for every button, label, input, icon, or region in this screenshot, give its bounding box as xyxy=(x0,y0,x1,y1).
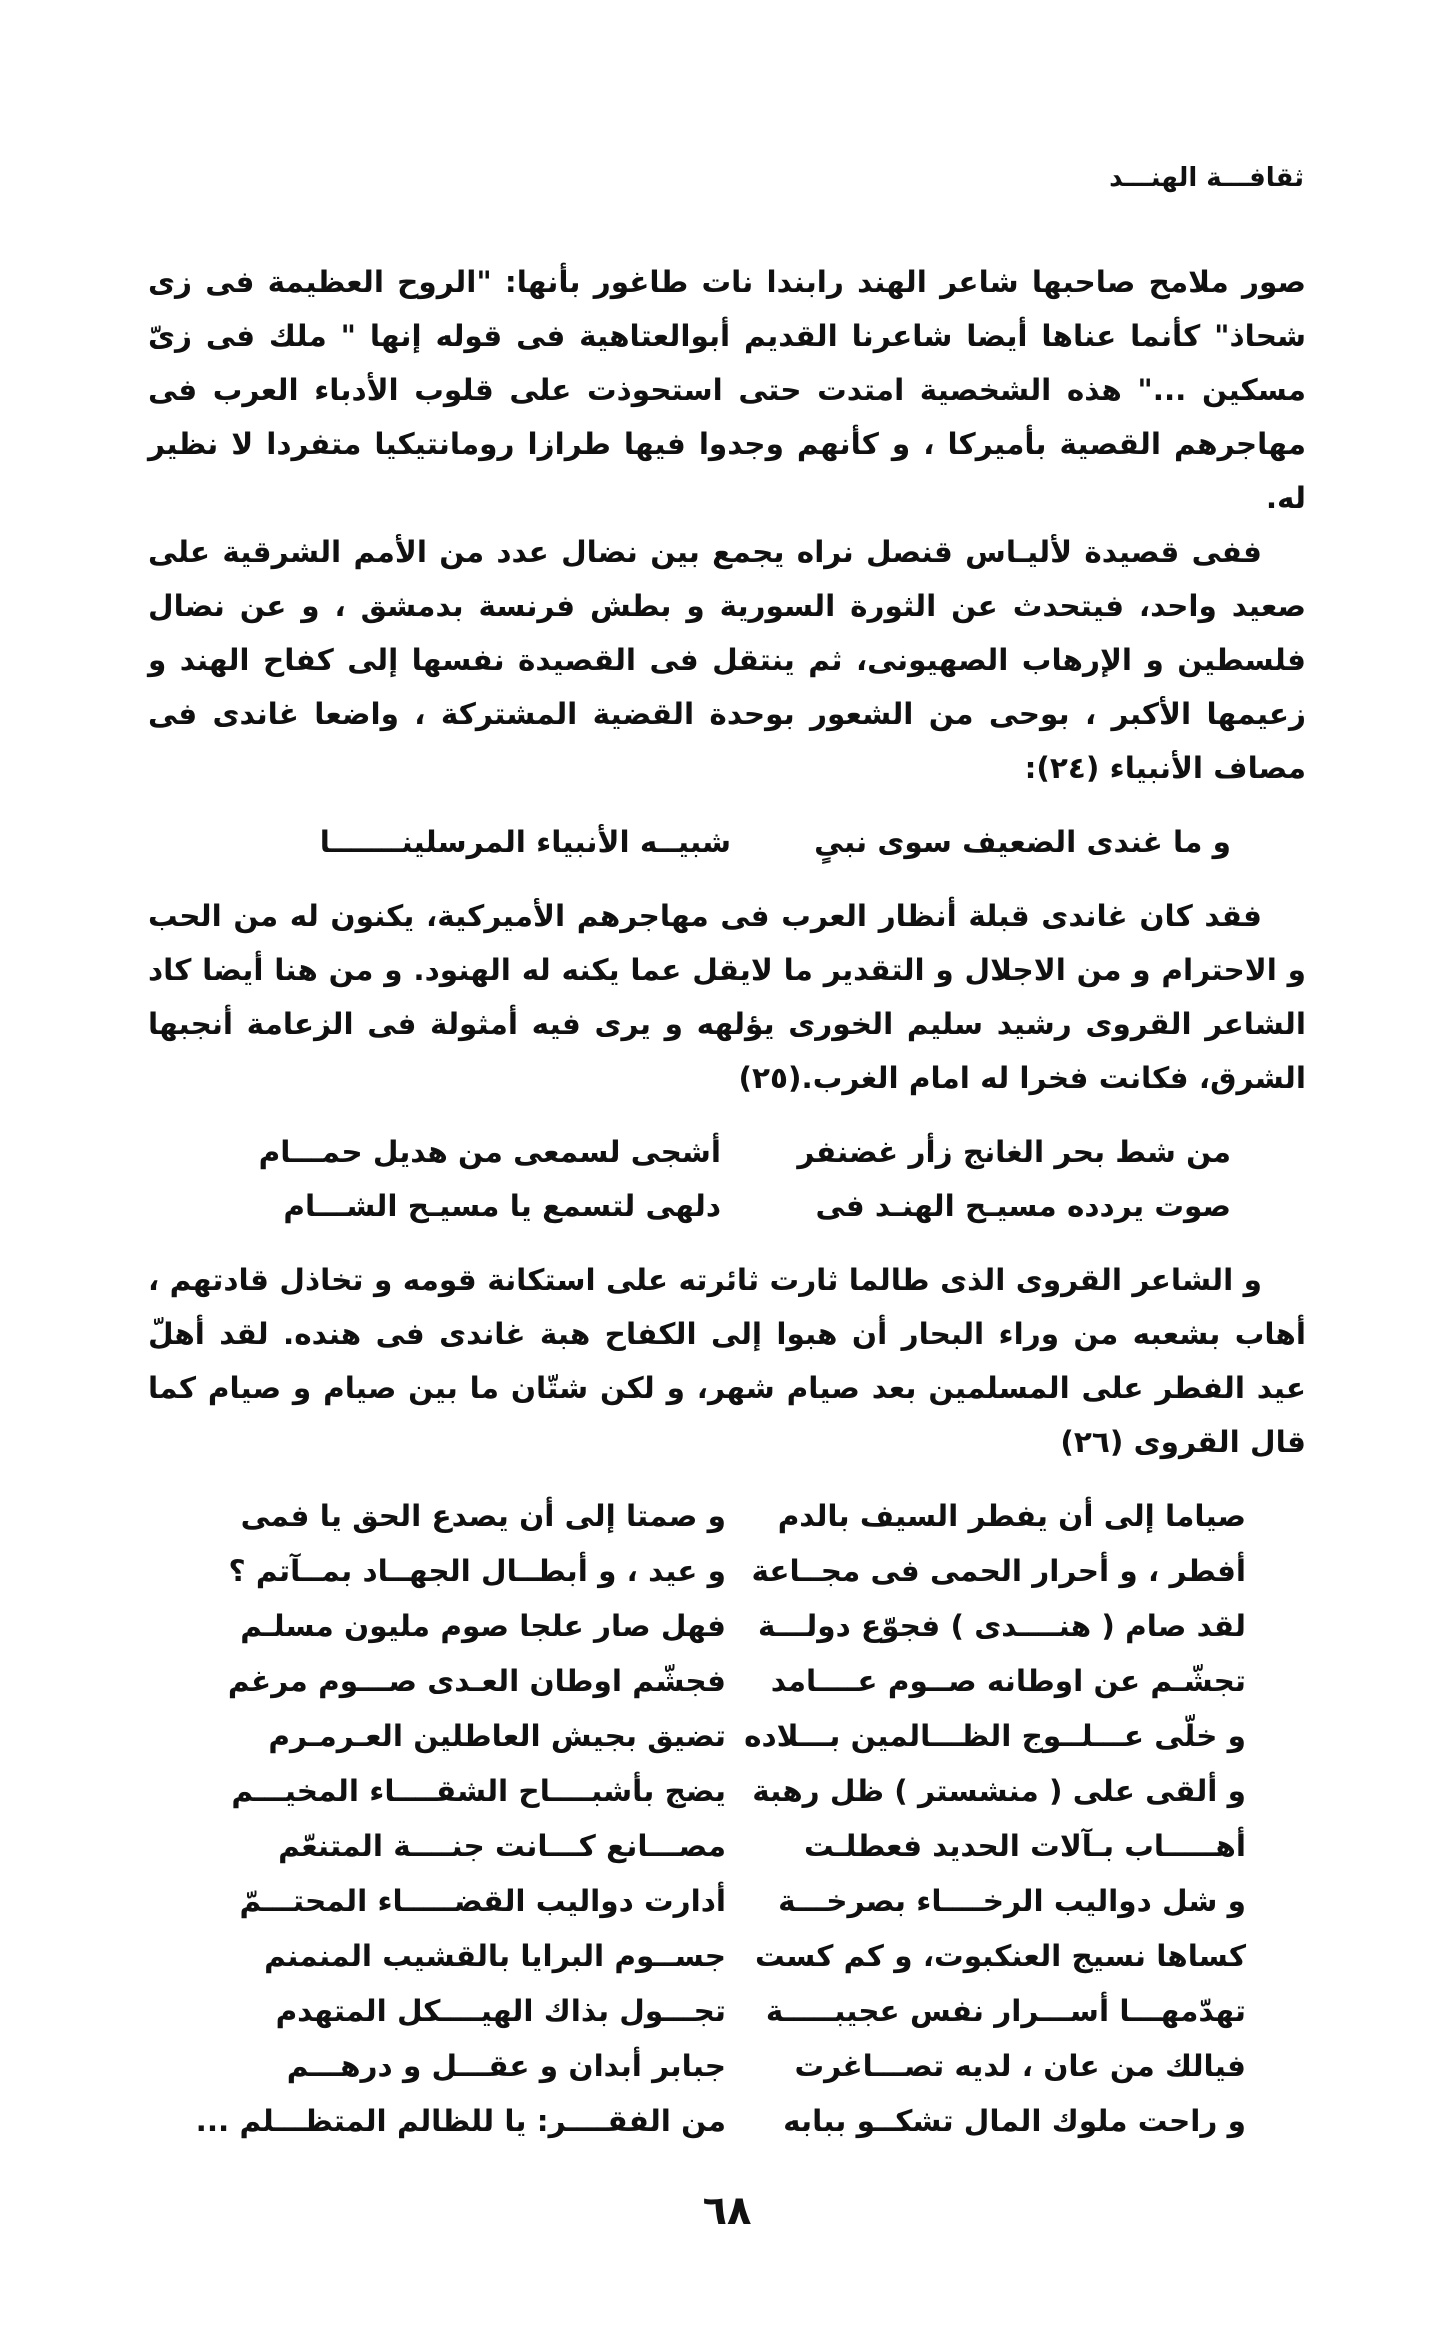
poem-line xyxy=(148,1544,1306,1599)
paragraph-1: صور ملامح صاحبها شاعر الهند رابندا نات طاغور بأنها: "الروح العظيمة فى زى شحاذ" كأنما عناها أيضا شاعرنا القديم أبوالعتاهية فى قوله إنها " ملك فى زىّ مسكين ..." هذه الشخصية امتدت حتى استحوذت على قلوب الأدباء العرب فى مهاجرهم القصية بأميركا ، و كأنهم وجدوا فيها طرازا رومانتيكيا متفردا لا نظير له. xyxy=(148,265,1306,515)
page-number: ٦٨ xyxy=(702,2188,752,2234)
verse-first-hemistich: تهدّمهـــا أســـرار نفس عجيبـــــة xyxy=(765,1994,1246,2028)
page-content xyxy=(148,255,1306,2149)
verse-second-hemistich: من الفقــــر: يا للظالم المتظـــلم ... xyxy=(195,2104,726,2138)
verse-second-hemistich: و صمتا إلى أن يصدع الحق يا فمى xyxy=(240,1499,726,1533)
paragraph-3: فقد كان غاندى قبلة أنظار العرب فى مهاجرهم الأميركية، يكنون له من الحب و الاحترام و من الاجلال و التقدير ما لايقل عما يكنه له الهنود. و من هنا أيضا كاد الشاعر القروى رشيد سليم الخورى يؤلهه و يرى فيه أمثولة فى الزعامة أنجبها الشرق، فكانت فخرا له امام الغرب.(٢٥) xyxy=(148,899,1306,1095)
verse-second-hemistich: أشجى لسمعى من هديل حمـــام xyxy=(258,1135,721,1169)
poem-line xyxy=(148,1489,1306,1544)
verse-second-hemistich: يضج بأشبــــاح الشقــــاء المخيـــم xyxy=(231,1774,726,1808)
poem-line xyxy=(148,2094,1306,2149)
poem-line xyxy=(148,1984,1306,2039)
verse-second-hemistich: تجـــول بذاك الهيــــكل المتهدم xyxy=(275,1994,726,2028)
verse-second-hemistich: مصـــانع كـــانت جنــــة المتنعّم xyxy=(278,1829,726,1863)
verse-first-hemistich: صوت يردده مسيـح الهنـد فى xyxy=(815,1189,1231,1223)
verse-second-hemistich: فجشّم اوطان العـدى صـــوم مرغم xyxy=(227,1664,726,1698)
paragraph-2: ففى قصيدة لأليـاس قنصل نراه يجمع بين نضال عدد من الأمم الشرقية على صعيد واحد، فيتحدث عن الثورة السورية و بطش فرنسة بدمشق ، و عن نضال فلسطين و الإرهاب الصهيونى، ثم ينتقل فى القصيدة نفسها إلى كفاح الهند و زعيمها الأكبر ، بوحى من الشعور بوحدة القضية المشتركة ، واضعا غاندى فى مصاف الأنبياء (٢٤): xyxy=(148,535,1306,785)
verse-line xyxy=(148,1125,1306,1179)
verse-first-hemistich: و شل دواليب الرخــــاء بصرخـــة xyxy=(778,1884,1246,1918)
running-header: ثقافـــة الهنـــد xyxy=(1109,163,1304,193)
verse-first-hemistich: و ألقى على ( منشستر ) ظل رهبة xyxy=(752,1774,1246,1808)
verse-first-hemistich: تجشّـم عن اوطانه صــوم عــــامد xyxy=(770,1664,1246,1698)
verse-second-hemistich: تضيق بجيش العاطلين العـرمـرم xyxy=(268,1719,726,1753)
verse-first-hemistich: و ما غندى الضعيف سوى نبىٍ xyxy=(814,825,1231,859)
verse-first-hemistich: كساها نسيج العنكبوت، و كم كست xyxy=(755,1939,1246,1973)
verse-second-hemistich: جبابر أبدان و عقـــل و درهـــم xyxy=(286,2049,726,2083)
verse-first-hemistich: من شط بحر الغانج زأر غضنفر xyxy=(797,1135,1231,1169)
verse-second-hemistich: فهل صار علجا صوم مليون مسلـم xyxy=(240,1609,726,1643)
poem-line xyxy=(148,1929,1306,1984)
paragraph-4: و الشاعر القروى الذى طالما ثارت ثائرته على استكانة قومه و تخاذل قادتهم ، أهاب بشعبه من وراء البحار أن هبوا إلى الكفاح هبة غاندى فى هنده. لقد أهلّ عيد الفطر على المسلمين بعد صيام شهر، و لكن شتّان ما بين صيام و صيام كما قال القروى (٢٦) xyxy=(148,1263,1306,1459)
poem-line xyxy=(148,1599,1306,1654)
poem xyxy=(148,1489,1306,2149)
verse-first-hemistich: فيالك من عان ، لديه تصـــاغرت xyxy=(794,2049,1246,2083)
verse-line xyxy=(148,1179,1306,1233)
verse-second-hemistich: و عيد ، و أبطــال الجهــاد بمــآتم ؟ xyxy=(228,1554,726,1588)
verse-second-hemistich: شبيــه الأنبياء المرسلينـــــــا xyxy=(319,825,731,859)
verse-first-hemistich: لقد صام ( هنــــدى ) فجوّع دولـــة xyxy=(758,1609,1246,1643)
verse-second-hemistich: جســوم البرايا بالقشيب المنمنم xyxy=(264,1939,726,1973)
verse-line xyxy=(148,815,1306,869)
verse-second-hemistich: دلهى لتسمع يا مسيـح الشـــام xyxy=(283,1189,721,1223)
poem-line xyxy=(148,1709,1306,1764)
verse-first-hemistich: و راحت ملوك المال تشكــو ببابه xyxy=(783,2104,1246,2138)
poem-line xyxy=(148,1874,1306,1929)
verse-first-hemistich: و خلّى عـــلــوج الظـــالمين بـــلاده xyxy=(744,1719,1246,1753)
verse-first-hemistich: أفطر ، و أحرار الحمى فى مجــاعة xyxy=(751,1554,1246,1588)
verse-second-hemistich: أدارت دواليب القضـــــاء المحتـــمّ xyxy=(239,1884,726,1918)
poem-line xyxy=(148,1819,1306,1874)
poem-line xyxy=(148,2039,1306,2094)
verse-first-hemistich: صياما إلى أن يفطر السيف بالدم xyxy=(777,1499,1246,1533)
poem-line xyxy=(148,1764,1306,1819)
verse-first-hemistich: أهـــــاب بـآلات الحديد فعطلـت xyxy=(803,1829,1246,1863)
poem-line xyxy=(148,1654,1306,1709)
